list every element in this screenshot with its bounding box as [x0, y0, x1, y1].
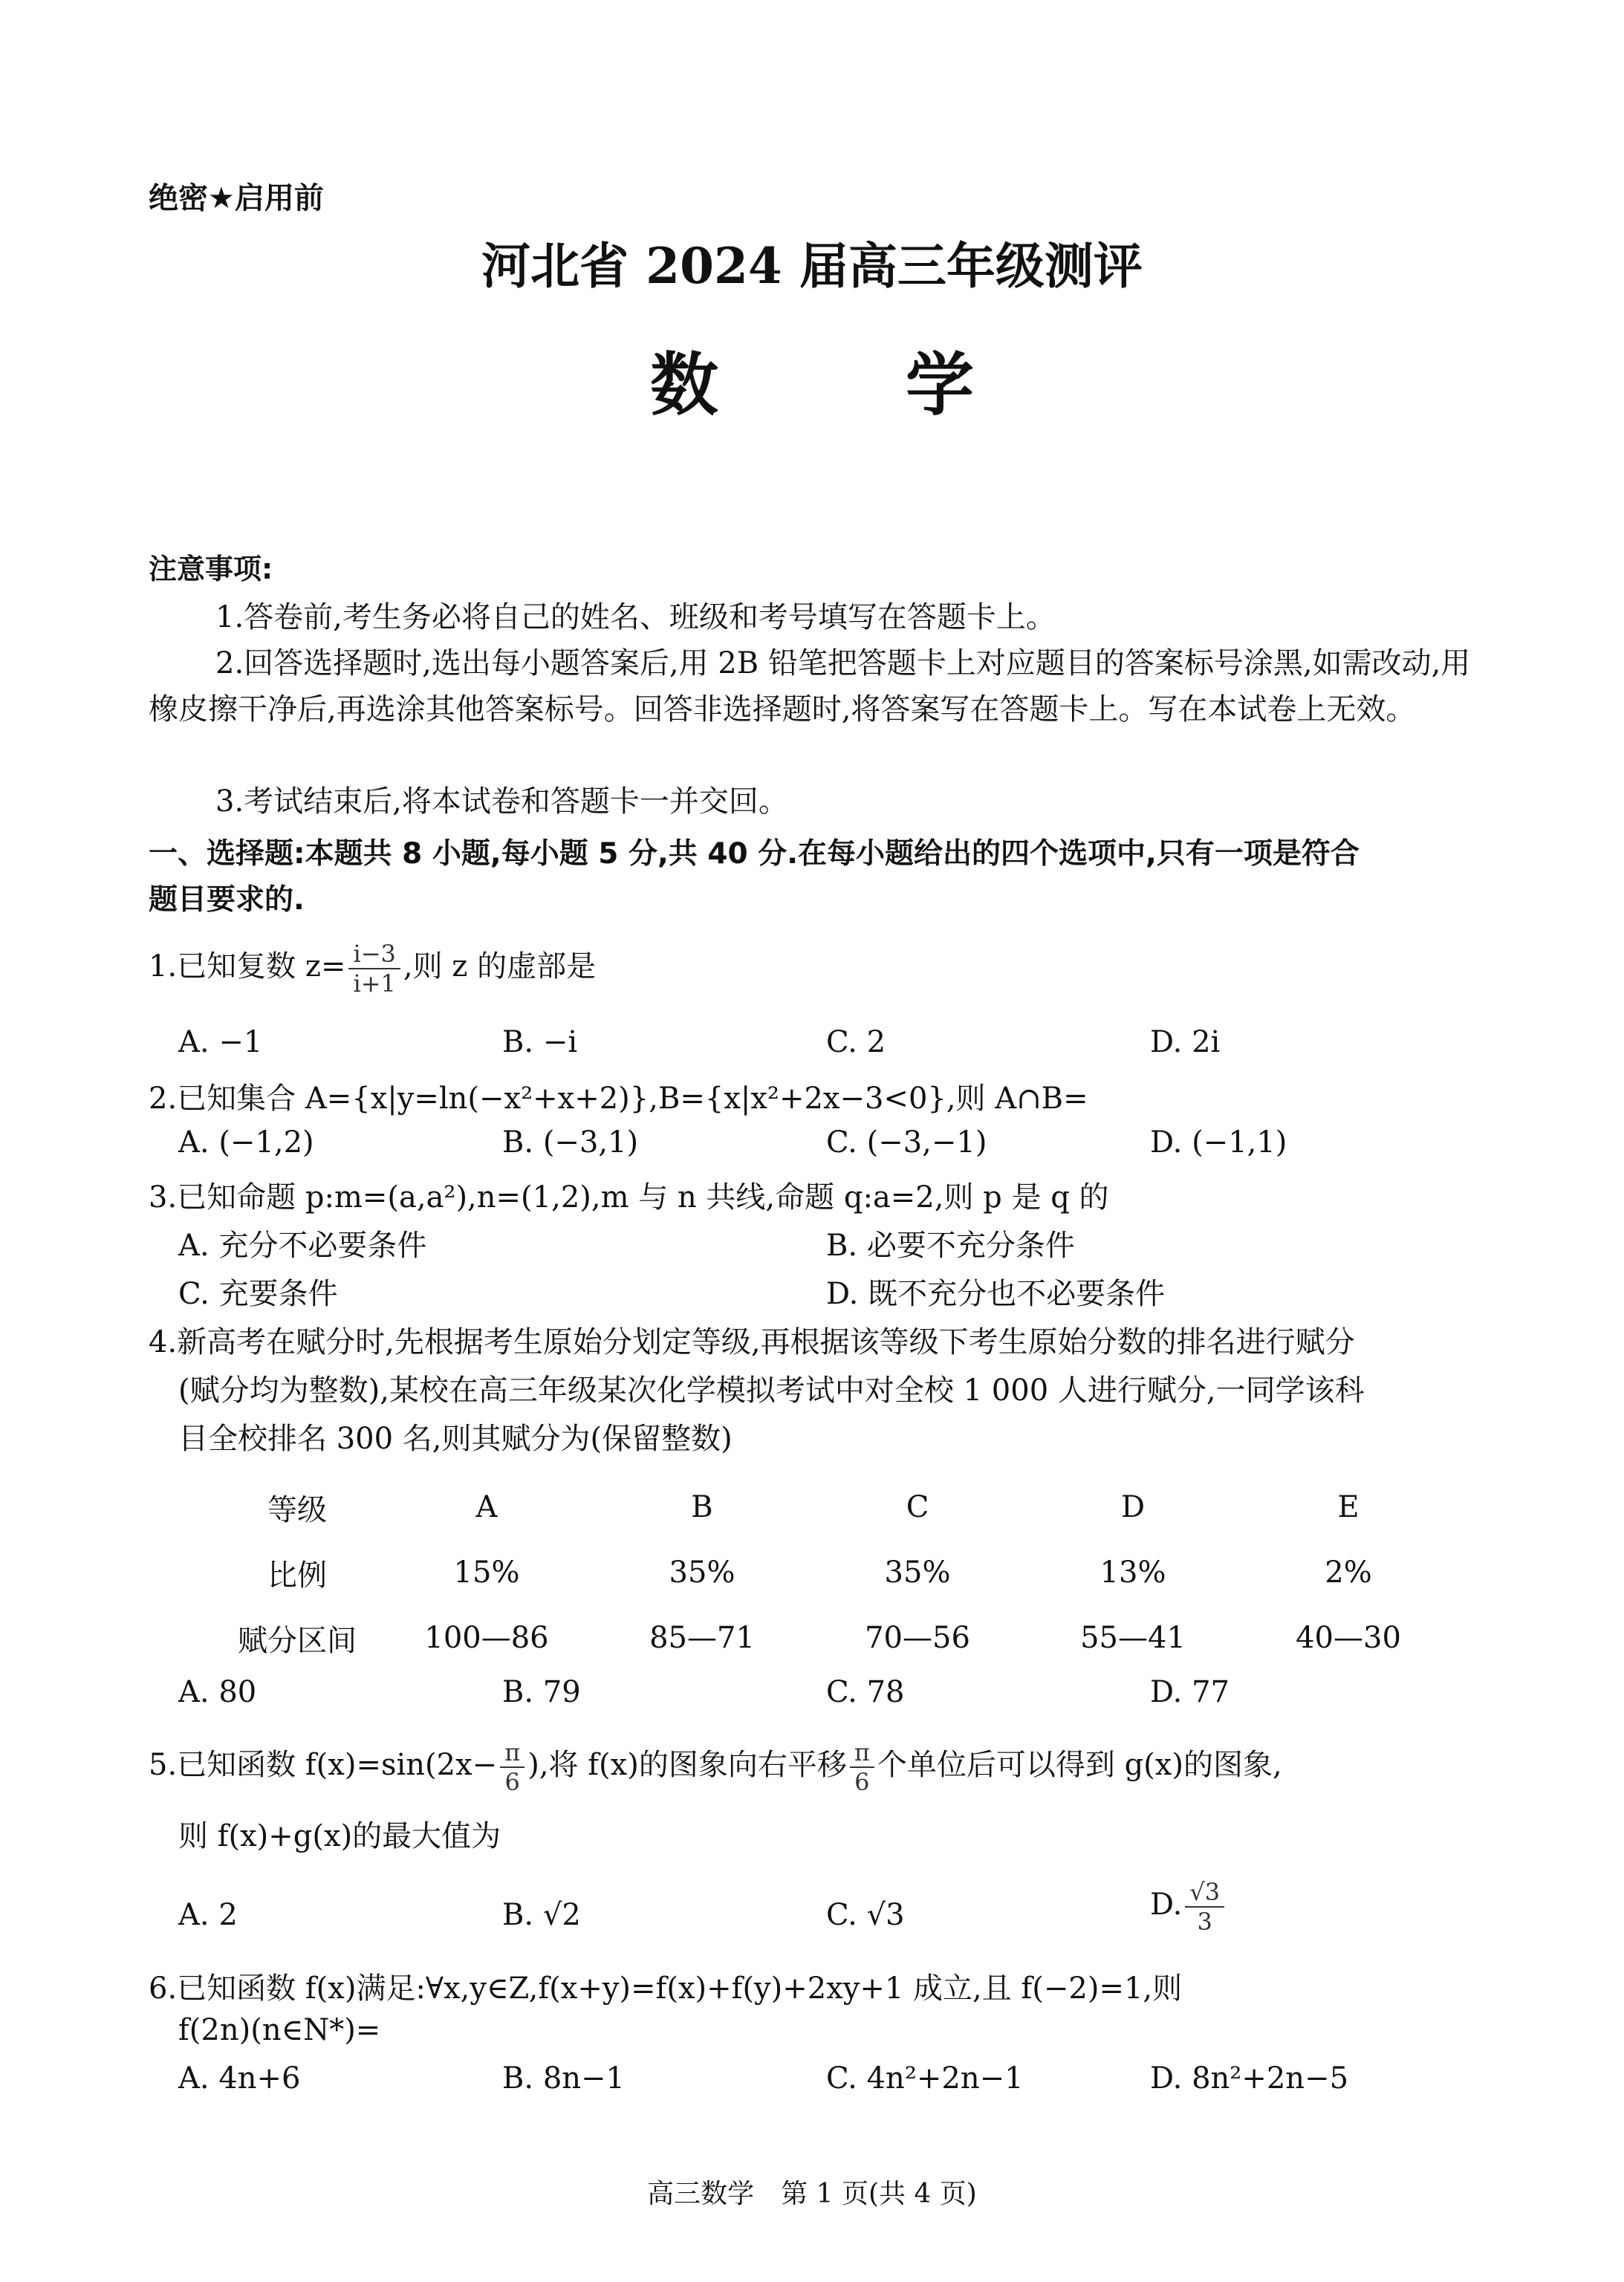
- page-footer: 高三数学 第 1 页(共 4 页): [647, 2179, 977, 2209]
- secret-label: 绝密★启用前: [149, 181, 324, 215]
- range-a: 100—86: [424, 1621, 549, 1655]
- row-label-range: 赋分区间: [238, 1623, 357, 1658]
- q1-option-a: A. −1: [178, 1025, 263, 1059]
- q6-option-d: D. 8n²+2n−5: [1150, 2061, 1349, 2096]
- q4-option-b: B. 79: [502, 1675, 581, 1709]
- note-item-1: 1.答卷前,考生务必将自己的姓名、班级和考号填写在答题卡上。: [215, 600, 1056, 634]
- question-4-line1: 4.新高考在赋分时,先根据考生原始分划定等级,再根据该等级下考生原始分数的排名进行赋分: [149, 1325, 1355, 1359]
- range-e: 40—30: [1296, 1621, 1401, 1655]
- q1-fraction-den: i+1: [353, 969, 396, 998]
- question-5-line2: 则 f(x)+g(x)的最大值为: [178, 1819, 501, 1853]
- q5-fraction-2-num: π: [850, 1738, 874, 1768]
- q5-fraction-1: [500, 1738, 524, 1796]
- q2-option-d: D. (−1,1): [1150, 1125, 1287, 1160]
- q2-option-b: B. (−3,1): [502, 1125, 639, 1160]
- q1-fraction-num: i−3: [348, 940, 400, 969]
- table-row: [215, 1605, 1456, 1671]
- ratio-b: 35%: [669, 1556, 735, 1590]
- q3-option-a: A. 充分不必要条件: [178, 1229, 427, 1263]
- q6-option-c: C. 4n²+2n−1: [826, 2061, 1024, 2096]
- q5-option-c: C. √3: [826, 1898, 905, 1932]
- q5-fraction-2-den: 6: [854, 1768, 870, 1796]
- q5-option-d-fraction: [1185, 1878, 1224, 1936]
- q5-option-d-num: √3: [1185, 1878, 1224, 1908]
- q5-option-d: [1150, 1878, 1227, 1936]
- q3-option-d: D. 既不充分也不必要条件: [826, 1277, 1166, 1311]
- question-4-line2: (赋分均为整数),某校在高三年级某次化学模拟考试中对全校 1 000 人进行赋分,一同学该科: [178, 1374, 1365, 1408]
- q5-mid: ),将 f(x)的图象向右平移: [527, 1748, 847, 1782]
- q5-option-d-label: D.: [1150, 1888, 1183, 1922]
- q1-fraction: [348, 940, 400, 998]
- q5-post: 个单位后可以得到 g(x)的图象,: [877, 1748, 1282, 1782]
- ratio-c: 35%: [884, 1556, 951, 1590]
- q5-option-a: A. 2: [178, 1898, 238, 1932]
- grade-b: B: [691, 1490, 713, 1524]
- grade-a: A: [475, 1490, 498, 1524]
- ratio-a: 15%: [453, 1556, 520, 1590]
- q5-fraction-2: [850, 1738, 874, 1796]
- grade-e: E: [1337, 1490, 1360, 1524]
- range-d: 55—41: [1080, 1621, 1186, 1655]
- question-4-line3: 目全校排名 300 名,则其赋分为(保留整数): [178, 1422, 733, 1456]
- q1-option-c: C. 2: [826, 1025, 886, 1059]
- ratio-d: 13%: [1100, 1556, 1166, 1590]
- q4-option-d: D. 77: [1150, 1675, 1230, 1709]
- q6-option-a: A. 4n+6: [178, 2061, 301, 2096]
- q2-option-a: A. (−1,2): [178, 1125, 314, 1160]
- q3-option-c: C. 充要条件: [178, 1277, 338, 1311]
- subject-title: 数 学: [649, 345, 1056, 425]
- q4-option-c: C. 78: [826, 1675, 905, 1709]
- q2-option-c: C. (−3,−1): [826, 1125, 987, 1160]
- notes-heading: 注意事项:: [149, 553, 273, 585]
- q3-option-b: B. 必要不充分条件: [826, 1229, 1075, 1263]
- ratio-e: 2%: [1325, 1556, 1372, 1590]
- grade-c: C: [906, 1490, 929, 1524]
- q1-option-b: B. −i: [502, 1025, 578, 1059]
- q5-option-d-den: 3: [1197, 1908, 1212, 1936]
- q5-pre: 5.已知函数 f(x)=sin(2x−: [149, 1748, 498, 1782]
- q5-option-b: B. √2: [502, 1898, 581, 1932]
- section-heading-line1: 一、选择题:本题共 8 小题,每小题 5 分,共 40 分.在每小题给出的四个选项中,只有一项是符合: [149, 837, 1360, 871]
- question-1-stem: [149, 940, 596, 998]
- note-item-2: 2.回答选择题时,选出每小题答案后,用 2B 铅笔把答题卡上对应题目的答案标号涂黑,如需改动,用橡皮擦干净后,再选涂其他答案标号。回答非选择题时,将答案写在答题卡上。写在本试卷上无效。: [149, 646, 1471, 726]
- grade-table: [215, 1475, 1456, 1671]
- grade-d: D: [1120, 1490, 1146, 1524]
- row-label-ratio: 比例: [267, 1558, 327, 1593]
- section-heading-line2: 题目要求的.: [149, 883, 305, 917]
- q5-fraction-1-num: π: [500, 1738, 524, 1768]
- q6-option-b: B. 8n−1: [502, 2061, 625, 2096]
- note-item-3: 3.考试结束后,将本试卷和答题卡一并交回。: [215, 784, 788, 819]
- q4-option-a: A. 80: [178, 1675, 257, 1709]
- range-b: 85—71: [649, 1621, 755, 1655]
- row-label-grade: 等级: [267, 1492, 327, 1527]
- q5-fraction-1-den: 6: [504, 1768, 520, 1796]
- exam-title: 河北省 2024 届高三年级测评: [481, 237, 1143, 295]
- q1-option-d: D. 2i: [1150, 1025, 1221, 1059]
- q1-stem-pre: 1.已知复数 z=: [149, 949, 346, 984]
- range-c: 70—56: [865, 1621, 970, 1655]
- table-row: [215, 1475, 1456, 1540]
- question-5-line1: [149, 1738, 1282, 1796]
- question-3-stem: 3.已知命题 p:m=(a,a²),n=(1,2),m 与 n 共线,命题 q:a=2,则 p 是 q 的: [149, 1180, 1109, 1215]
- q1-stem-post: ,则 z 的虚部是: [403, 949, 597, 984]
- question-6-line1: 6.已知函数 f(x)满足:∀x,y∈Z,f(x+y)=f(x)+f(y)+2xy+1 成立,且 f(−2)=1,则: [149, 1971, 1183, 2006]
- question-6-line2: f(2n)(n∈N*)=: [178, 2013, 381, 2047]
- table-row: [215, 1540, 1456, 1605]
- question-2-stem: 2.已知集合 A={x|y=ln(−x²+x+2)},B={x|x²+2x−3<0},则 A∩B=: [149, 1082, 1088, 1116]
